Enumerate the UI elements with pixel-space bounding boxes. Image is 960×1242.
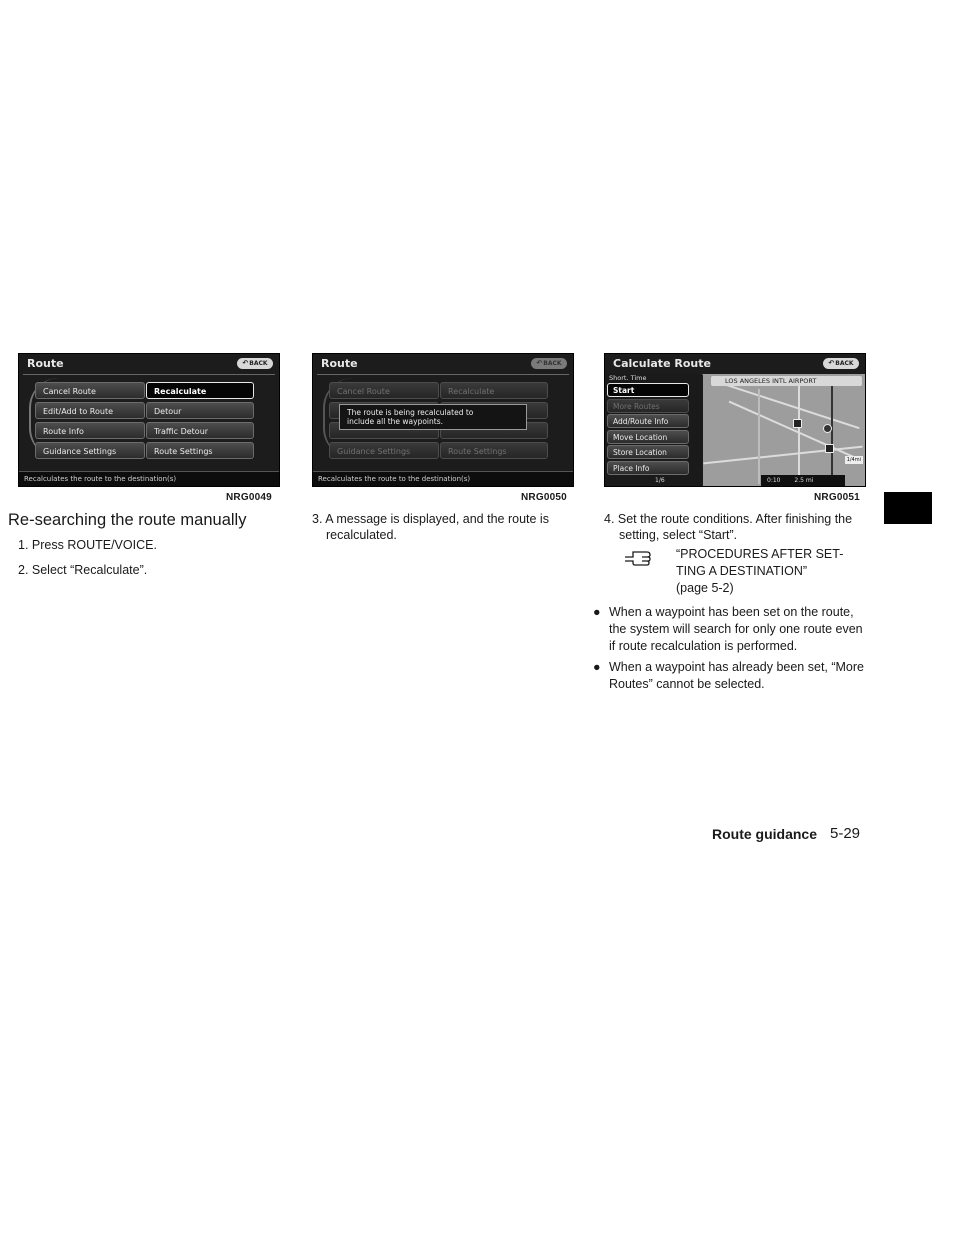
route-settings-button[interactable]: Route Settings [146, 442, 254, 459]
map-road [729, 401, 858, 460]
message-line: The route is being recalculated to [347, 408, 474, 417]
bullet-line: When a waypoint has already been set, “More [609, 660, 864, 674]
back-arrow-icon: ↶ [828, 359, 835, 367]
start-button[interactable]: Start [607, 383, 689, 397]
store-location-button[interactable]: Store Location [607, 445, 689, 459]
map-marker-icon [793, 419, 802, 428]
map-road [758, 389, 760, 484]
route-options-list [605, 374, 702, 486]
add-route-info-button[interactable]: Add/Route Info [607, 414, 689, 428]
recalculation-message [339, 404, 527, 430]
reference-line: TING A DESTINATION” [676, 564, 808, 578]
screen-footer: Recalculates the route to the destination(s) [19, 471, 279, 486]
step-4: 4. Set the route conditions. After finishing the [604, 512, 853, 526]
page-indicator: 1/6 [655, 477, 665, 484]
screen-footer: Recalculates the route to the destination(s) [313, 471, 573, 486]
step-4-cont: setting, select “Start”. [619, 528, 738, 542]
footer-title: Route guidance [712, 826, 818, 842]
destination-label: LOS ANGELES INTL AIRPORT [711, 376, 862, 386]
step-2: 2. Select “Recalculate”. [18, 563, 148, 577]
page-number: 5-29 [830, 825, 861, 842]
edit-add-route-button[interactable]: Edit/Add to Route [35, 402, 145, 419]
back-label: BACK [543, 360, 562, 367]
route-info-button[interactable]: Route Info [35, 422, 145, 439]
screen-title: Route [321, 357, 358, 370]
recalculate-button: Recalculate [440, 382, 548, 399]
bullet-icon: ● [593, 660, 601, 674]
page-reference-link[interactable]: (page 5-2) [676, 581, 734, 595]
back-button[interactable] [237, 358, 273, 369]
screen-title: Calculate Route [613, 357, 711, 370]
figure-caption: NRG0049 [226, 492, 272, 503]
route-line [831, 384, 833, 484]
step-3: 3. A message is displayed, and the route is [312, 512, 549, 526]
recalculate-button[interactable]: Recalculate [146, 382, 254, 399]
route-map[interactable] [703, 374, 865, 486]
guidance-settings-button: Guidance Settings [329, 442, 439, 459]
travel-time: 0:10 [767, 477, 781, 484]
bullet-item [593, 604, 863, 655]
figure-caption: NRG0051 [814, 492, 860, 503]
back-button[interactable] [823, 358, 859, 369]
bullet-line: the system will search for only one route even [609, 622, 863, 636]
travel-distance: 2.5 mi [794, 477, 814, 484]
step-3-cont: recalculated. [326, 528, 397, 542]
back-arrow-icon: ↶ [242, 359, 249, 367]
back-arrow-icon: ↶ [536, 359, 543, 367]
step-1: 1. Press ROUTE/VOICE. [18, 538, 157, 552]
map-marker-icon [825, 444, 834, 453]
calculate-route-screenshot [604, 353, 866, 487]
bullet-line: When a waypoint has been set on the route, [609, 605, 854, 619]
back-label: BACK [835, 360, 854, 367]
back-label: BACK [249, 360, 268, 367]
more-routes-button: More Routes [607, 399, 689, 413]
vehicle-icon [823, 424, 832, 433]
bullet-icon: ● [593, 605, 601, 619]
traffic-detour-button[interactable]: Traffic Detour [146, 422, 254, 439]
route-summary [761, 475, 845, 486]
cancel-route-button: Cancel Route [329, 382, 439, 399]
divider [317, 374, 569, 375]
place-info-button[interactable]: Place Info [607, 461, 689, 475]
bullet-line: Routes” cannot be selected. [609, 677, 765, 691]
back-button[interactable] [531, 358, 567, 369]
pointing-hand-icon [623, 548, 653, 566]
detour-button[interactable]: Detour [146, 402, 254, 419]
reference-line: “PROCEDURES AFTER SET- [676, 547, 844, 561]
map-scale: 1/4mi [846, 457, 861, 463]
figure-caption: NRG0050 [521, 492, 567, 503]
move-location-button[interactable]: Move Location [607, 430, 689, 444]
message-line: include all the waypoints. [347, 417, 443, 426]
map-road [703, 446, 862, 465]
map-road [798, 384, 800, 484]
chapter-tab [884, 492, 932, 524]
section-heading: Re-searching the route manually [8, 511, 247, 529]
route-settings-button: Route Settings [440, 442, 548, 459]
screen-title: Route [27, 357, 64, 370]
guidance-settings-button[interactable]: Guidance Settings [35, 442, 145, 459]
bullet-line: if route recalculation is performed. [609, 639, 798, 653]
route-condition: Short. Time [609, 374, 647, 382]
cancel-route-button[interactable]: Cancel Route [35, 382, 145, 399]
route-menu-screenshot [18, 353, 280, 487]
bullet-item [593, 659, 864, 693]
divider [23, 374, 275, 375]
route-recalculating-screenshot [312, 353, 574, 487]
